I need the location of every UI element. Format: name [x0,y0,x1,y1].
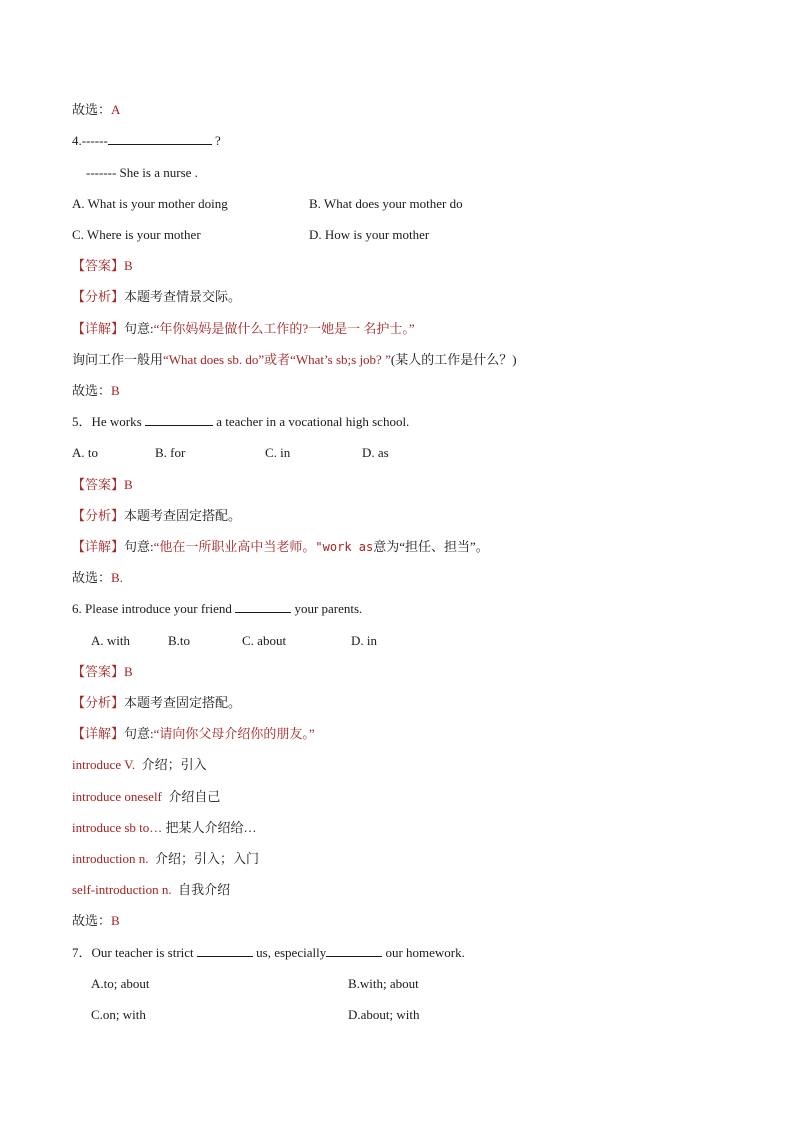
vocab-item: self-introduction n. 自我介绍 [72,882,231,897]
q7-option-a: A.to; about [91,976,150,991]
q4-answer: 【答案】B [72,258,133,273]
q6-option-c: C. about [242,633,287,648]
q5-option-a: A. to [72,445,98,460]
q7-option-d: D.about; with [348,1007,420,1022]
q4-option-c: C. Where is your mother [72,227,201,242]
q6-analysis: 【分析】本题考查固定搭配。 [72,695,242,710]
q6-option-b: B.to [168,633,191,648]
q6-option-d: D. in [351,633,377,648]
q6-answer: 【答案】B [72,664,133,679]
q4-detail: 【详解】句意:“年你妈妈是做什么工作的?一她是一 名护士。” [72,321,415,336]
q5-choice: 故选：B. [72,570,123,585]
vocab-item: introduce V. 介绍；引入 [72,757,207,772]
q5-detail: 【详解】句意:“他在一所职业高中当老师。"work as意为“担任、担当”。 [72,539,489,554]
q4-stem: 4.------ ? [72,133,221,148]
q6-detail: 【详解】句意:“请向你父母介绍你的朋友。” [72,726,315,741]
q4-choice: 故选：B [72,383,120,398]
q4-analysis: 【分析】本题考查情景交际。 [72,289,242,304]
q4-note: 询问工作一般用“What does sb. do”或者“What’s sb;s job? ”(某人的工作是什么？) [72,352,517,367]
answer-blank [145,413,213,426]
q6-stem: 6. Please introduce your friend your parents. [72,601,363,616]
answer-blank [235,600,291,613]
prev-choice-line: 故选：A [72,102,121,117]
q6-option-a: A. with [91,633,130,648]
q7-option-b: B.with; about [348,976,419,991]
q5-option-d: D. as [362,445,389,460]
q4-option-d: D. How is your mother [309,227,430,242]
q5-analysis: 【分析】本题考查固定搭配。 [72,508,242,523]
vocab-item: introduce sb to… 把某人介绍给… [72,820,257,835]
answer-blank [108,132,212,145]
q4-option-b: B. What does your mother do [309,196,463,211]
q4-option-a: A. What is your mother doing [72,196,228,211]
q7-stem: 7．Our teacher is strict us, especially our homework. [72,945,465,960]
answer-blank [197,944,253,957]
q7-option-c: C.on; with [91,1007,146,1022]
q5-option-c: C. in [265,445,291,460]
q5-answer: 【答案】B [72,477,133,492]
q4-reply: ------- She is a nurse . [86,165,198,180]
q5-stem: 5．He works a teacher in a vocational high school. [72,414,410,429]
answer-blank [326,944,382,957]
vocab-item: introduction n. 介绍；引入；入门 [72,851,260,866]
vocab-item: introduce oneself 介绍自己 [72,789,221,804]
q6-choice: 故选：B [72,913,120,928]
q5-option-b: B. for [155,445,186,460]
